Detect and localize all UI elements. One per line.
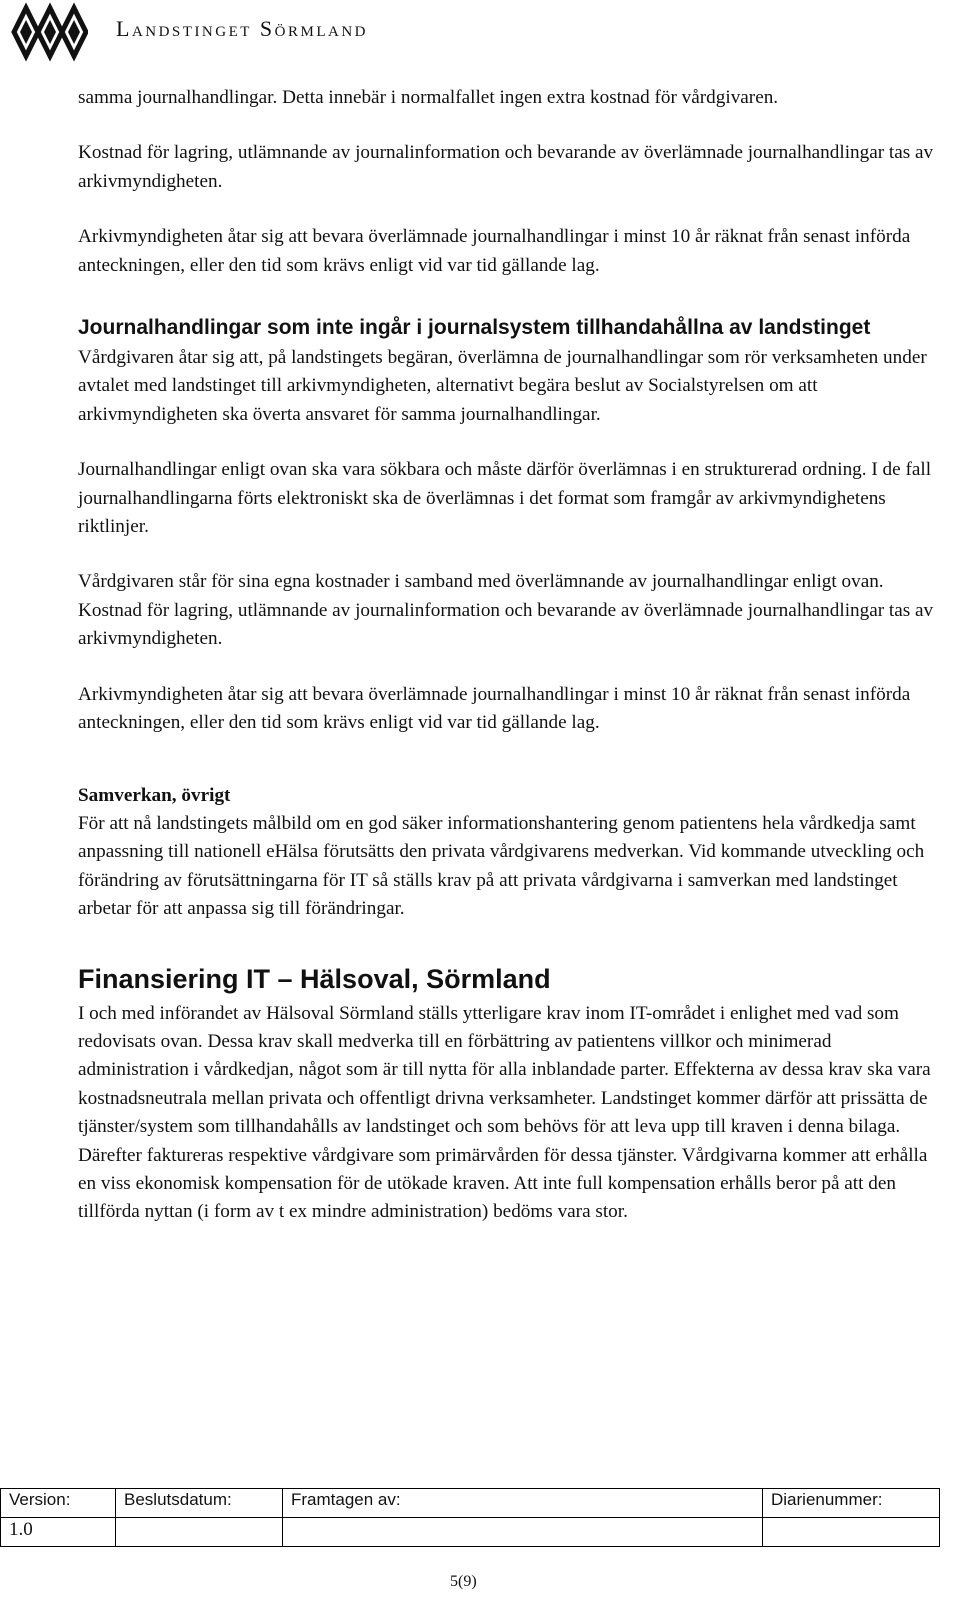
section-heading-finansiering: Finansiering IT – Hälsoval, Sörmland: [78, 963, 551, 994]
version-value: 1.0: [1, 1518, 116, 1547]
diarienummer-label: Diarienummer:: [763, 1489, 940, 1518]
paragraph: För att nå landstingets målbild om en god säker informationshantering genom patientens hela vårdkedja samt anpassning till nationell eHälsa förutsätts den privata vårdgivarens medverkan. Vid kommande utveckling och förändring av förutsättningarna för IT så ställs krav på att privata vårdgivarna i samverkan med landstinget arbetar för att anpassa sig till förändringar.: [78, 812, 925, 920]
page-number: 5(9): [450, 1573, 477, 1590]
paragraph: Vårdgivaren står för sina egna kostnader i samband med överlämnande av journalhandlingar enligt ovan. Kostnad för lagring, utlämnande av journalinformation och bevarande av överlämnade journalhandlingar tas av arkivmyndigheten.: [78, 571, 934, 650]
diarienummer-value: [763, 1518, 940, 1547]
landstinget-logo-icon: [8, 2, 88, 66]
paragraph: Kostnad för lagring, utlämnande av journalinformation och bevarande av överlämnade journalhandlingar tas av arkivmyndigheten.: [78, 142, 934, 192]
paragraph: samma journalhandlingar. Detta innebär i normalfallet ingen extra kostnad för vårdgivaren.: [78, 87, 779, 108]
framtagen-value: [283, 1518, 763, 1547]
document-footer: [0, 1488, 940, 1547]
paragraph: Journalhandlingar enligt ovan ska vara sökbara och måste därför överlämnas i en strukturerad ordning. I de fall journalhandlingarna förts elektroniskt ska de överlämnas i det format som framgår av arkivmyndighetens riktlinjer.: [78, 459, 932, 538]
metadata-table: [0, 1488, 940, 1547]
version-label: Version:: [1, 1489, 116, 1518]
document-header: [8, 2, 568, 66]
paragraph: I och med införandet av Hälsoval Sörmland ställs ytterligare krav inom IT-området i enlighet med vad som redovisats ovan. Dessa krav skall medverka till en förbättring av patientens villkor och minimerad administration i vårdkedjan, något som är till nytta för alla inblandade parter. Effekterna av dessa krav ska vara kostnadsneutrala mellan privata och offentligt drivna verksamheter. Landstinget kommer därför att prissätta de tjänster/system som tillhandahålls av landstinget och som behövs för att leva upp till kraven i denna bilaga. Därefter faktureras respektive vårdgivare som primärvården för dessa tjänster. Vårdgivarna kommer att erhålla en viss ekonomisk kompensation för de utökade kraven. Att inte full kompensation erhålls beror på att den tillförda nyttan (i form av t ex mindre administration) bedöms vara stor.: [78, 1002, 931, 1223]
paragraph: Vårdgivaren åtar sig att, på landstingets begäran, överlämna de journalhandlingar som rör verksamheten under avtalet med landstinget till arkivmyndigheten, alternativt begära beslut av Socialstyrelsen om att arkivmyndigheten ska överta ansvaret för samma journalhandlingar.: [78, 347, 927, 425]
organization-name: Landstinget Sörmland: [116, 16, 368, 41]
beslutsdatum-value: [116, 1518, 283, 1547]
framtagen-label: Framtagen av:: [283, 1489, 763, 1518]
paragraph: Arkivmyndigheten åtar sig att bevara överlämnade journalhandlingar i minst 10 år räknat från senast införda anteckningen, eller den tid som krävs enligt vid var tid gällande lag.: [78, 226, 911, 276]
paragraph: Arkivmyndigheten åtar sig att bevara överlämnade journalhandlingar i minst 10 år räknat från senast införda anteckningen, eller den tid som krävs enligt vid var tid gällande lag.: [78, 683, 911, 734]
section-heading-journalhandlingar: Journalhandlingar som inte ingår i journalsystem tillhandahållna av landstinget: [78, 316, 871, 340]
beslutsdatum-label: Beslutsdatum:: [116, 1489, 283, 1518]
section-heading-samverkan: Samverkan, övrigt: [78, 784, 231, 806]
document-body: [78, 84, 938, 1227]
